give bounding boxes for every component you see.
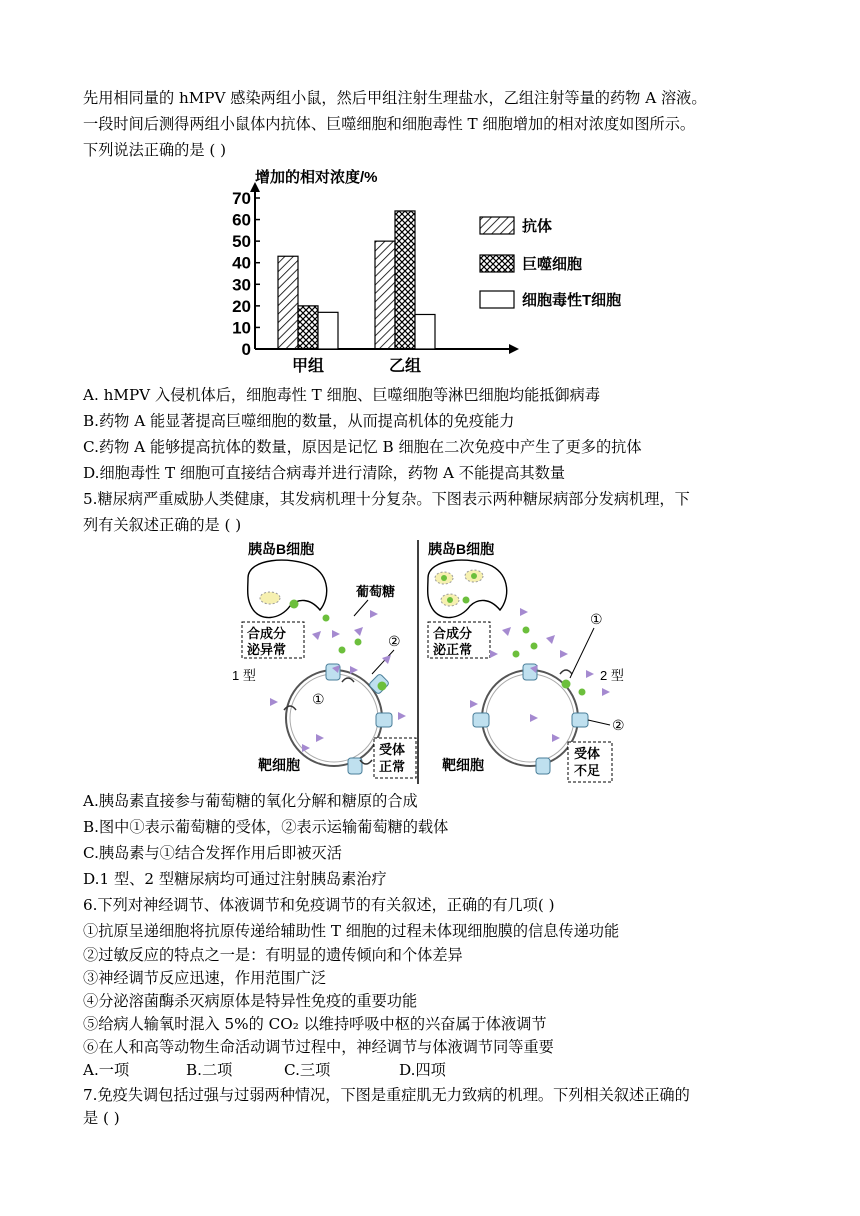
left-target-cell	[286, 670, 382, 766]
y-tick-label: 0	[241, 340, 251, 359]
q4-option-c: C.药物 A 能够提高抗体的数量，原因是记忆 B 细胞在二次免疫中产生了更多的抗体	[83, 438, 642, 456]
y-tick-label: 70	[232, 189, 251, 208]
intro-line-1: 先用相同量的 hMPV 感染两组小鼠，然后甲组注射生理盐水，乙组注射等量的药物 A 溶液。	[83, 89, 707, 107]
x-axis-arrow	[509, 344, 519, 354]
left-mark-1: ①	[312, 691, 325, 707]
left-vesicle	[260, 592, 280, 604]
left-islet-cell	[248, 560, 327, 617]
right-mark-1: ①	[590, 611, 603, 627]
bar-group-a-antibody	[278, 256, 298, 349]
left-receptor-line-1: 受体	[379, 742, 406, 757]
right-mark-2: ②	[612, 717, 625, 733]
left-status-line-2: 泌异常	[247, 642, 287, 657]
legend-swatch-macrophage	[480, 255, 514, 272]
right-status-line-2: 泌正常	[433, 642, 473, 657]
x-category-label: 甲组	[291, 358, 325, 375]
y-axis-label: 增加的相对浓度/%	[255, 169, 378, 186]
q6-item-4: ④分泌溶菌酶杀灭病原体是特异性免疫的重要功能	[83, 992, 418, 1010]
q4-option-d: D.细胞毒性 T 细胞可直接结合病毒并进行清除，药物 A 不能提高其数量	[83, 464, 566, 482]
q6-option-a: A.一项	[83, 1061, 130, 1079]
right-islet-title: 胰岛B细胞	[428, 541, 495, 557]
left-insulin-dots	[323, 615, 362, 654]
legend-swatch-antibody	[480, 217, 514, 234]
x-axis-labels	[292, 356, 421, 375]
q5-stem-line-1: 5.糖尿病严重威胁人类健康，其发病机理十分复杂。下图表示两种糖尿病部分发病机理，下	[83, 490, 690, 508]
right-status-line-1: 合成分	[433, 626, 473, 641]
q6-options	[83, 1060, 683, 1080]
legend-label-antibody: 抗体	[522, 218, 553, 235]
right-insulin-dots	[513, 627, 586, 696]
glucose-pointer	[354, 600, 368, 616]
diabetes-diagram	[230, 538, 630, 788]
left-mark-2: ②	[388, 633, 401, 649]
q6-item-2: ②过敏反应的特点之一是：有明显的遗传倾向和个体差异	[83, 946, 463, 964]
bars-group	[278, 211, 435, 349]
q7-stem-line-1: 7.免疫失调包括过强与过弱两种情况，下图是重症肌无力致病的机理。下列相关叙述正确的	[83, 1086, 690, 1104]
type1-label: 1 型	[232, 668, 256, 683]
q4-option-a: A. hMPV 入侵机体后，细胞毒性 T 细胞、巨噬细胞等淋巴细胞均能抵御病毒	[83, 386, 601, 404]
chart-legend	[478, 213, 638, 313]
q6-option-d: D.四项	[399, 1061, 446, 1079]
left-status-line-1: 合成分	[247, 626, 287, 641]
q6-item-1: ①抗原呈递细胞将抗原传递给辅助性 T 细胞的过程未体现细胞膜的信息传递功能	[83, 922, 620, 940]
q6-item-5: ⑤给病人输氧时混入 5%的 CO₂ 以维持呼吸中枢的兴奋属于体液调节	[83, 1015, 547, 1033]
y-tick-label: 40	[232, 253, 251, 273]
bar-group-a-tcell	[318, 312, 338, 349]
bar-group-b-antibody	[375, 241, 395, 349]
intro-line-3: 下列说法正确的是 ( )	[83, 141, 227, 159]
q5-option-c: C.胰岛素与①结合发挥作用后即被灭活	[83, 844, 342, 862]
right-islet-cell	[428, 560, 507, 617]
x-category-label: 乙组	[388, 358, 422, 375]
legend-label-macrophage: 巨噬细胞	[522, 256, 583, 273]
bar-group-a-macrophage	[298, 306, 318, 349]
left-receptor-line-2: 正常	[379, 759, 406, 774]
right-target-label: 靶细胞	[442, 757, 484, 773]
q5-option-b: B.图中①表示葡萄糖的受体，②表示运输葡萄糖的载体	[83, 818, 449, 836]
glucose-label: 葡萄糖	[356, 584, 396, 599]
q4-option-b: B.药物 A 能显著提高巨噬细胞的数量，从而提高机体的免疫能力	[83, 412, 515, 430]
q6-item-6: ⑥在人和高等动物生命活动调节过程中，神经调节与体液调节同等重要	[83, 1038, 554, 1056]
q6-option-b: B.二项	[186, 1061, 233, 1079]
left-receptor-right	[376, 713, 392, 727]
q5-option-a: A.胰岛素直接参与葡萄糖的氧化分解和糖原的合成	[83, 792, 418, 810]
left-islet-title: 胰岛B细胞	[248, 541, 315, 557]
y-tick-label: 60	[232, 210, 251, 230]
y-tick-label: 10	[232, 318, 251, 338]
y-tick-label: 30	[232, 275, 251, 295]
bar-group-b-macrophage	[395, 211, 415, 349]
legend-label-tcell: 细胞毒性T细胞	[522, 292, 622, 309]
q5-stem-line-2: 列有关叙述正确的是 ( )	[83, 516, 242, 534]
left-target-label: 靶细胞	[258, 757, 300, 773]
bar-group-b-tcell	[415, 314, 435, 349]
q6-option-c: C.三项	[284, 1061, 331, 1079]
type2-label: 2 型	[600, 668, 624, 683]
q5-option-d: D.1 型、2 型糖尿病均可通过注射胰岛素治疗	[83, 870, 387, 888]
q7-stem-line-2: 是 ( )	[83, 1109, 120, 1127]
legend-swatch-tcell	[480, 291, 514, 308]
q6-item-3: ③神经调节反应迅速，作用范围广泛	[83, 969, 326, 987]
y-tick-label: 20	[232, 296, 251, 316]
intro-line-2: 一段时间后测得两组小鼠体内抗体、巨噬细胞和细胞毒性 T 细胞增加的相对浓度如图所示。	[83, 115, 696, 133]
right-receptor-line-2: 不足	[574, 763, 601, 778]
left-glucose-dot	[290, 600, 299, 609]
right-receptor-line-1: 受体	[574, 746, 601, 761]
q6-stem: 6.下列对神经调节、体液调节和免疫调节的有关叙述，正确的有几项( )	[83, 896, 555, 914]
y-tick-label: 50	[232, 232, 251, 252]
